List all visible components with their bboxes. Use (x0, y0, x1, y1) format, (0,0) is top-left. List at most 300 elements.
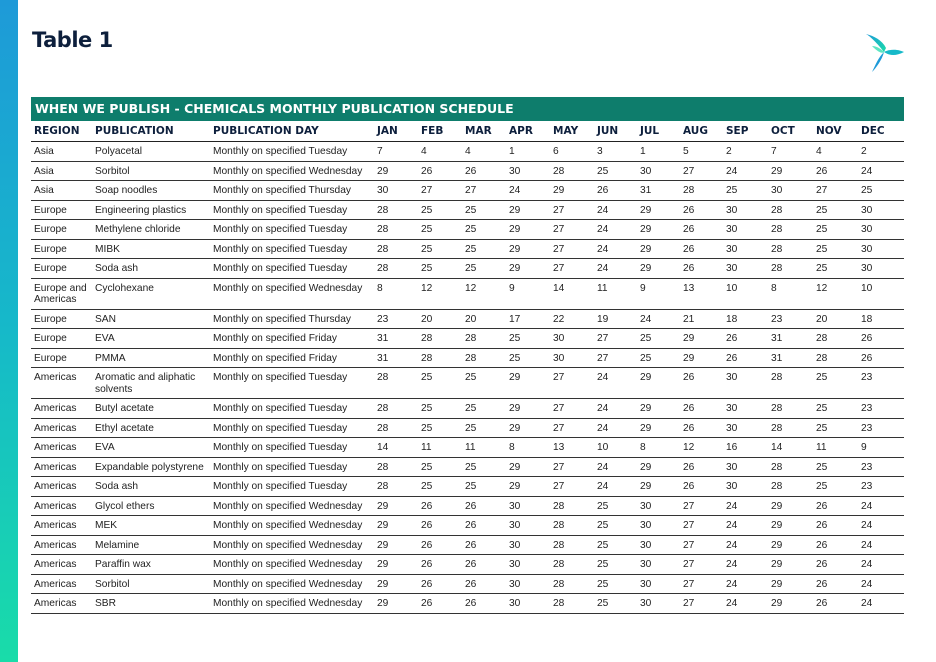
table-cell: 29 (374, 496, 418, 516)
column-header-feb: FEB (418, 121, 462, 142)
table-cell: 26 (418, 161, 462, 181)
table-cell: 30 (723, 239, 768, 259)
table-cell: 28 (550, 516, 594, 536)
table-cell: Monthly on specified Thursday (210, 309, 374, 329)
table-cell: 25 (594, 516, 637, 536)
column-header-publication: PUBLICATION (92, 121, 210, 142)
table-cell: 4 (462, 142, 506, 162)
table-cell: Americas (31, 574, 92, 594)
table-cell: 29 (637, 239, 680, 259)
table-cell: 30 (637, 535, 680, 555)
table-cell: 24 (723, 496, 768, 516)
table-cell: 26 (813, 594, 858, 614)
table-cell: 26 (813, 516, 858, 536)
table-cell: Monthly on specified Tuesday (210, 368, 374, 399)
table-cell: 27 (680, 535, 723, 555)
table-cell: 9 (637, 278, 680, 309)
table-cell: 2 (858, 142, 904, 162)
table-cell: 27 (550, 399, 594, 419)
table-cell: 29 (768, 516, 813, 536)
table-cell: 10 (723, 278, 768, 309)
table-cell: 29 (637, 399, 680, 419)
table-cell: Monthly on specified Tuesday (210, 142, 374, 162)
table-cell: 24 (723, 555, 768, 575)
column-header-region: REGION (31, 121, 92, 142)
table-cell: 12 (418, 278, 462, 309)
table-cell: 28 (768, 399, 813, 419)
table-cell: 30 (550, 348, 594, 368)
table-cell: 25 (594, 594, 637, 614)
table-cell: 24 (594, 200, 637, 220)
table-cell: 30 (506, 555, 550, 575)
table-cell: 24 (723, 535, 768, 555)
table-cell: Soap noodles (92, 181, 210, 201)
table-cell: Monthly on specified Wednesday (210, 161, 374, 181)
table-cell: 26 (418, 555, 462, 575)
table-cell: 3 (594, 142, 637, 162)
table-cell: Soda ash (92, 477, 210, 497)
table-cell: Asia (31, 181, 92, 201)
table-cell: 27 (550, 200, 594, 220)
table-cell: Monthly on specified Wednesday (210, 574, 374, 594)
table-cell: 11 (418, 438, 462, 458)
table-cell: 25 (723, 181, 768, 201)
table-cell: 23 (768, 309, 813, 329)
table-cell: 29 (768, 574, 813, 594)
table-cell: 27 (550, 239, 594, 259)
table-cell: 30 (858, 259, 904, 279)
column-header-apr: APR (506, 121, 550, 142)
table-cell: 1 (637, 142, 680, 162)
table-cell: 31 (768, 348, 813, 368)
table-cell: 25 (462, 259, 506, 279)
table-cell: 27 (680, 161, 723, 181)
table-cell: 14 (768, 438, 813, 458)
table-cell: 27 (594, 348, 637, 368)
table-cell: 25 (594, 535, 637, 555)
table-cell: 25 (594, 574, 637, 594)
table-cell: 25 (418, 418, 462, 438)
table-cell: 25 (418, 368, 462, 399)
table-cell: 16 (723, 438, 768, 458)
table-cell: 28 (768, 418, 813, 438)
table-cell: 24 (858, 496, 904, 516)
table-cell: 27 (418, 181, 462, 201)
table-cell: Europe (31, 220, 92, 240)
table-row (31, 496, 904, 516)
table-cell: 25 (418, 220, 462, 240)
table-cell: 9 (858, 438, 904, 458)
table-row (31, 535, 904, 555)
table-cell: Americas (31, 477, 92, 497)
table-cell: 23 (858, 399, 904, 419)
table-cell: Monthly on specified Thursday (210, 181, 374, 201)
table-cell: 27 (550, 418, 594, 438)
table-cell: 28 (374, 477, 418, 497)
table-row (31, 181, 904, 201)
table-cell: 22 (550, 309, 594, 329)
table-cell: 27 (550, 220, 594, 240)
brand-logo-icon (862, 30, 906, 74)
table-cell: 29 (374, 574, 418, 594)
table-cell: 28 (550, 535, 594, 555)
table-cell: 28 (418, 348, 462, 368)
table-row (31, 142, 904, 162)
table-cell: 7 (374, 142, 418, 162)
table-cell: 28 (374, 399, 418, 419)
table-row (31, 259, 904, 279)
table-cell: 28 (550, 496, 594, 516)
table-cell: Monthly on specified Tuesday (210, 220, 374, 240)
table-cell: 20 (418, 309, 462, 329)
table-cell: Sorbitol (92, 574, 210, 594)
table-cell: 24 (858, 555, 904, 575)
table-cell: 26 (680, 457, 723, 477)
table-row (31, 161, 904, 181)
table-cell: 23 (374, 309, 418, 329)
table-row (31, 438, 904, 458)
table-cell: 25 (858, 181, 904, 201)
table-cell: 28 (768, 239, 813, 259)
table-header-row (31, 121, 904, 142)
table-cell: 26 (462, 574, 506, 594)
column-header-nov: NOV (813, 121, 858, 142)
side-accent-bar (0, 0, 18, 662)
table-row (31, 220, 904, 240)
table-cell: 11 (462, 438, 506, 458)
table-cell: Europe (31, 200, 92, 220)
table-cell: 30 (637, 594, 680, 614)
table-cell: 25 (462, 477, 506, 497)
table-cell: 14 (550, 278, 594, 309)
table-cell: 29 (768, 594, 813, 614)
table-cell: 29 (637, 220, 680, 240)
table-cell: Expandable polystyrene (92, 457, 210, 477)
table-cell: Monthly on specified Tuesday (210, 477, 374, 497)
table-cell: 26 (680, 259, 723, 279)
table-cell: 6 (550, 142, 594, 162)
table-cell: 29 (506, 239, 550, 259)
table-cell: 28 (374, 239, 418, 259)
table-cell: 7 (768, 142, 813, 162)
table-cell: 24 (594, 239, 637, 259)
table-cell: Monthly on specified Tuesday (210, 418, 374, 438)
column-header-dec: DEC (858, 121, 904, 142)
table-cell: 27 (550, 368, 594, 399)
table-cell: 20 (462, 309, 506, 329)
table-cell: Monthly on specified Wednesday (210, 516, 374, 536)
table-cell: 31 (374, 329, 418, 349)
table-cell: 4 (813, 142, 858, 162)
table-cell: Monthly on specified Wednesday (210, 555, 374, 575)
table-cell: 28 (374, 259, 418, 279)
table-cell: 28 (813, 329, 858, 349)
table-cell: 11 (594, 278, 637, 309)
table-cell: 18 (723, 309, 768, 329)
table-cell: 26 (680, 418, 723, 438)
table-cell: 27 (550, 457, 594, 477)
table-cell: 31 (374, 348, 418, 368)
table-cell: 26 (813, 574, 858, 594)
table-cell: 30 (506, 496, 550, 516)
table-row (31, 348, 904, 368)
table-cell: 26 (813, 555, 858, 575)
table-cell: 26 (418, 496, 462, 516)
table-cell: 30 (550, 329, 594, 349)
table-cell: 26 (680, 399, 723, 419)
table-cell: 24 (858, 574, 904, 594)
table-cell: 8 (506, 438, 550, 458)
column-header-jun: JUN (594, 121, 637, 142)
table-cell: 27 (594, 329, 637, 349)
table-cell: 25 (813, 399, 858, 419)
table-cell: 26 (462, 594, 506, 614)
table-cell: 28 (768, 200, 813, 220)
table-cell: 28 (768, 457, 813, 477)
table-cell: 24 (594, 457, 637, 477)
table-cell: Monthly on specified Tuesday (210, 457, 374, 477)
table-cell: Glycol ethers (92, 496, 210, 516)
table-cell: 23 (858, 457, 904, 477)
table-cell: 25 (813, 418, 858, 438)
table-cell: 25 (418, 239, 462, 259)
table-cell: 27 (680, 574, 723, 594)
table-cell: 24 (506, 181, 550, 201)
table-cell: 10 (858, 278, 904, 309)
table-cell: 24 (723, 161, 768, 181)
table-cell: 24 (594, 477, 637, 497)
table-row (31, 457, 904, 477)
table-cell: 29 (506, 220, 550, 240)
table-cell: 29 (506, 200, 550, 220)
table-cell: 25 (418, 200, 462, 220)
table-cell: 25 (813, 477, 858, 497)
table-cell: 12 (462, 278, 506, 309)
table-cell: 28 (374, 200, 418, 220)
table-cell: 28 (768, 477, 813, 497)
table-cell: 30 (506, 594, 550, 614)
table-cell: 12 (680, 438, 723, 458)
table-cell: 28 (418, 329, 462, 349)
table-cell: 21 (680, 309, 723, 329)
table-cell: 13 (550, 438, 594, 458)
table-cell: 29 (680, 329, 723, 349)
table-cell: Methylene chloride (92, 220, 210, 240)
table-cell: 25 (813, 368, 858, 399)
table-cell: 26 (462, 555, 506, 575)
table-cell: 24 (723, 516, 768, 536)
table-cell: 1 (506, 142, 550, 162)
table-cell: 28 (550, 555, 594, 575)
table-cell: 26 (462, 516, 506, 536)
table-cell: 23 (858, 368, 904, 399)
table-cell: 29 (506, 477, 550, 497)
table-cell: 29 (637, 418, 680, 438)
table-cell: 30 (723, 477, 768, 497)
table-cell: Europe (31, 329, 92, 349)
table-cell: Monthly on specified Wednesday (210, 594, 374, 614)
table-cell: 28 (550, 594, 594, 614)
table-cell: 29 (374, 535, 418, 555)
table-cell: 30 (506, 574, 550, 594)
table-cell: 28 (768, 220, 813, 240)
table-cell: Americas (31, 535, 92, 555)
table-cell: 30 (723, 418, 768, 438)
table-cell: 25 (462, 418, 506, 438)
column-header-jan: JAN (374, 121, 418, 142)
table-cell: 30 (374, 181, 418, 201)
table-cell: 24 (858, 516, 904, 536)
table-cell: 2 (723, 142, 768, 162)
table-cell: 25 (637, 329, 680, 349)
table-row (31, 574, 904, 594)
table-cell: 25 (594, 555, 637, 575)
column-header-sep: SEP (723, 121, 768, 142)
table-cell: Sorbitol (92, 161, 210, 181)
table-cell: 26 (680, 477, 723, 497)
table-cell: 24 (594, 220, 637, 240)
column-header-may: MAY (550, 121, 594, 142)
table-cell: 30 (723, 200, 768, 220)
table-cell: 29 (768, 496, 813, 516)
table-cell: 28 (462, 329, 506, 349)
table-cell: Monthly on specified Friday (210, 329, 374, 349)
table-cell: Americas (31, 399, 92, 419)
table-cell: 27 (680, 555, 723, 575)
table-cell: 29 (637, 368, 680, 399)
table-cell: 30 (858, 239, 904, 259)
table-cell: 25 (418, 399, 462, 419)
table-cell: 25 (418, 259, 462, 279)
table-cell: 20 (813, 309, 858, 329)
table-cell: 24 (594, 399, 637, 419)
table-cell: Polyacetal (92, 142, 210, 162)
table-cell: Ethyl acetate (92, 418, 210, 438)
table-cell: 25 (462, 457, 506, 477)
table-cell: 29 (506, 399, 550, 419)
table-cell: 30 (723, 220, 768, 240)
table-cell: 26 (462, 535, 506, 555)
table-cell: 24 (858, 161, 904, 181)
table-cell: Americas (31, 438, 92, 458)
table-cell: 4 (418, 142, 462, 162)
table-row (31, 516, 904, 536)
table-cell: 27 (680, 594, 723, 614)
table-row (31, 594, 904, 614)
table-cell: 10 (594, 438, 637, 458)
table-cell: 28 (680, 181, 723, 201)
table-cell: SBR (92, 594, 210, 614)
table-cell: 28 (374, 418, 418, 438)
table-cell: 30 (858, 220, 904, 240)
table-cell: 26 (858, 329, 904, 349)
table-cell: 29 (506, 418, 550, 438)
table-cell: 25 (418, 477, 462, 497)
table-row (31, 329, 904, 349)
table-cell: 26 (680, 368, 723, 399)
table-cell: 8 (768, 278, 813, 309)
table-cell: Monthly on specified Tuesday (210, 399, 374, 419)
table-cell: 28 (768, 259, 813, 279)
table-cell: EVA (92, 329, 210, 349)
table-row (31, 239, 904, 259)
table-cell: 30 (768, 181, 813, 201)
table-cell: 30 (506, 535, 550, 555)
table-row (31, 368, 904, 399)
table-cell: 30 (637, 496, 680, 516)
table-cell: 29 (550, 181, 594, 201)
table-cell: 24 (594, 259, 637, 279)
table-cell: 18 (858, 309, 904, 329)
table-cell: 13 (680, 278, 723, 309)
table-cell: 30 (858, 200, 904, 220)
table-cell: 28 (550, 574, 594, 594)
publication-schedule-table (31, 97, 904, 614)
table-cell: Europe (31, 239, 92, 259)
table-cell: Europe and Americas (31, 278, 92, 309)
column-header-publication-day: PUBLICATION DAY (210, 121, 374, 142)
table-cell: Cyclohexane (92, 278, 210, 309)
table-cell: 24 (858, 594, 904, 614)
table-cell: 31 (637, 181, 680, 201)
table-cell: 25 (637, 348, 680, 368)
table-cell: 25 (813, 457, 858, 477)
table-cell: 25 (813, 259, 858, 279)
table-cell: 12 (813, 278, 858, 309)
table-cell: Monthly on specified Tuesday (210, 438, 374, 458)
table-cell: 27 (680, 496, 723, 516)
table-row (31, 399, 904, 419)
table-cell: 25 (813, 239, 858, 259)
table-cell: 5 (680, 142, 723, 162)
table-cell: Monthly on specified Wednesday (210, 496, 374, 516)
table-cell: 29 (768, 555, 813, 575)
table-cell: 27 (462, 181, 506, 201)
table-cell: 25 (462, 200, 506, 220)
table-cell: 29 (637, 200, 680, 220)
table-cell: 30 (723, 368, 768, 399)
table-cell: 26 (418, 516, 462, 536)
table-cell: MEK (92, 516, 210, 536)
table-row (31, 278, 904, 309)
table-cell: Europe (31, 309, 92, 329)
table-cell: 29 (768, 535, 813, 555)
table-cell: Melamine (92, 535, 210, 555)
table-cell: 17 (506, 309, 550, 329)
table-cell: Americas (31, 457, 92, 477)
table-cell: 30 (723, 457, 768, 477)
table-cell: 26 (680, 239, 723, 259)
table-cell: Americas (31, 516, 92, 536)
table-cell: 25 (813, 200, 858, 220)
table-row (31, 477, 904, 497)
table-cell: 29 (374, 594, 418, 614)
table-cell: 29 (506, 368, 550, 399)
table-cell: 30 (637, 574, 680, 594)
table-cell: 28 (813, 348, 858, 368)
table-cell: 24 (723, 594, 768, 614)
table-cell: 29 (374, 516, 418, 536)
table-cell: 25 (462, 399, 506, 419)
table-cell: 26 (680, 220, 723, 240)
column-header-mar: MAR (462, 121, 506, 142)
table-cell: 25 (594, 161, 637, 181)
table-cell: SAN (92, 309, 210, 329)
table-cell: 30 (506, 161, 550, 181)
table-cell: 28 (374, 368, 418, 399)
table-cell: Engineering plastics (92, 200, 210, 220)
page-title: Table 1 (32, 28, 113, 52)
